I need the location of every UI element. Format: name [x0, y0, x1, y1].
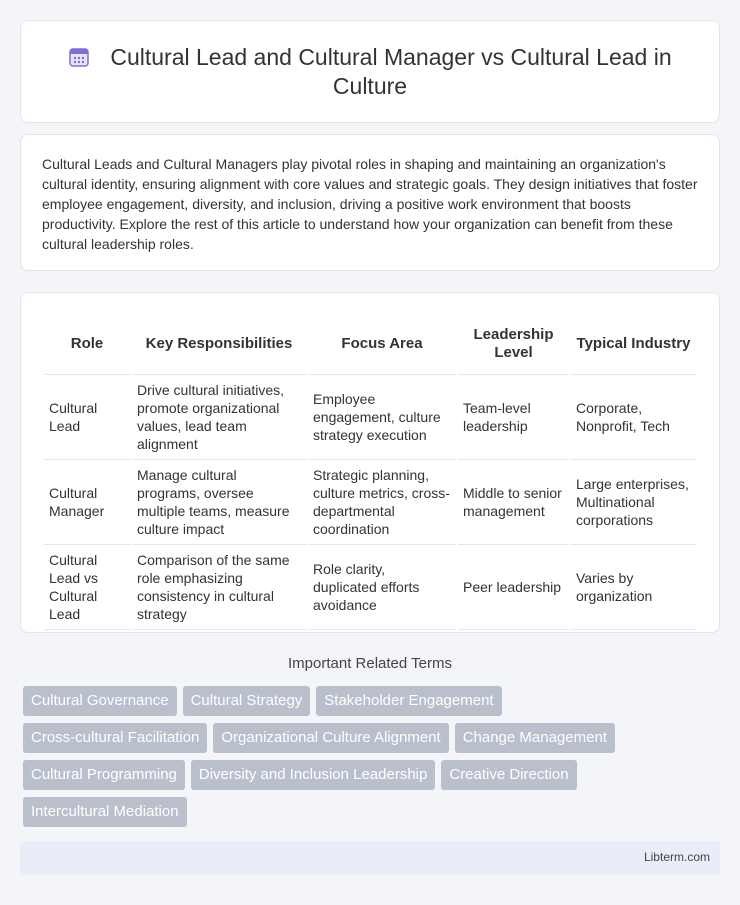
intro-card: [20, 134, 720, 271]
header-typical-industry: Typical Industry: [571, 313, 696, 375]
header-focus-area: Focus Area: [308, 313, 456, 375]
comparison-table-card: [20, 292, 720, 633]
table-row: [44, 545, 696, 630]
related-term-tag[interactable]: Cultural Governance: [23, 686, 177, 716]
header-key-responsibilities: Key Responsibilities: [132, 313, 306, 375]
cell-responsibilities: Comparison of the same role emphasizing consistency in cultural strategy: [132, 545, 306, 630]
related-term-tag[interactable]: Diversity and Inclusion Leadership: [191, 760, 435, 790]
cell-focus-area: Role clarity, duplicated efforts avoidance: [308, 545, 456, 630]
header-role: Role: [44, 313, 130, 375]
related-term-tag[interactable]: Cultural Strategy: [183, 686, 311, 716]
tag-row: [23, 686, 723, 716]
cell-focus-area: Employee engagement, culture strategy execution: [308, 375, 456, 460]
related-term-tag[interactable]: Change Management: [455, 723, 615, 753]
table-header-row: [44, 313, 696, 375]
cell-industry: Varies by organization: [571, 545, 696, 630]
tag-row: [23, 797, 723, 827]
footer-brand-link[interactable]: Libterm.com: [643, 850, 710, 864]
cell-role: Cultural Lead vs Cultural Lead: [44, 545, 130, 630]
cell-leadership-level: Peer leadership: [458, 545, 569, 630]
footer: [20, 841, 720, 874]
related-term-tag[interactable]: Cultural Programming: [23, 760, 185, 790]
cell-leadership-level: Team-level leadership: [458, 375, 569, 460]
related-term-tag[interactable]: Intercultural Mediation: [23, 797, 187, 827]
table-row: [44, 375, 696, 460]
header-leadership-level: Leadership Level: [458, 313, 569, 375]
cell-responsibilities: Drive cultural initiatives, promote organizational values, lead team alignment: [132, 375, 306, 460]
related-term-tag[interactable]: Stakeholder Engagement: [316, 686, 501, 716]
cell-industry: Large enterprises, Multinational corporations: [571, 460, 696, 545]
table-row: [44, 460, 696, 545]
comparison-table: [42, 313, 698, 630]
tag-row: [23, 760, 723, 790]
cell-focus-area: Strategic planning, culture metrics, cross-departmental coordination: [308, 460, 456, 545]
related-terms-list: [23, 686, 723, 834]
related-terms-title: Important Related Terms: [288, 655, 452, 672]
calendar-grid-icon: [68, 46, 90, 68]
related-term-tag[interactable]: Creative Direction: [441, 760, 576, 790]
cell-role: Cultural Lead: [44, 375, 130, 460]
related-term-tag[interactable]: Cross-cultural Facilitation: [23, 723, 207, 753]
cell-responsibilities: Manage cultural programs, oversee multiple teams, measure culture impact: [132, 460, 306, 545]
cell-leadership-level: Middle to senior management: [458, 460, 569, 545]
cell-role: Cultural Manager: [44, 460, 130, 545]
tag-row: [23, 723, 723, 753]
title-card: [20, 20, 720, 123]
cell-industry: Corporate, Nonprofit, Tech: [571, 375, 696, 460]
related-term-tag[interactable]: Organizational Culture Alignment: [213, 723, 448, 753]
intro-text: Cultural Leads and Cultural Managers play pivotal roles in shaping and maintaining an organization's cultural identity, ensuring alignment with core values and strategic goals. They design initiatives that foster employee engagement, diversity, and inclusion, driving a positive work environment that boosts productivity. Explore the rest of this article to understand how your organization can benefit from these cultural leadership roles.: [42, 156, 698, 252]
page-title-text: Cultural Lead and Cultural Manager vs Cultural Lead in Culture: [110, 43, 672, 99]
page-title: [51, 43, 689, 101]
